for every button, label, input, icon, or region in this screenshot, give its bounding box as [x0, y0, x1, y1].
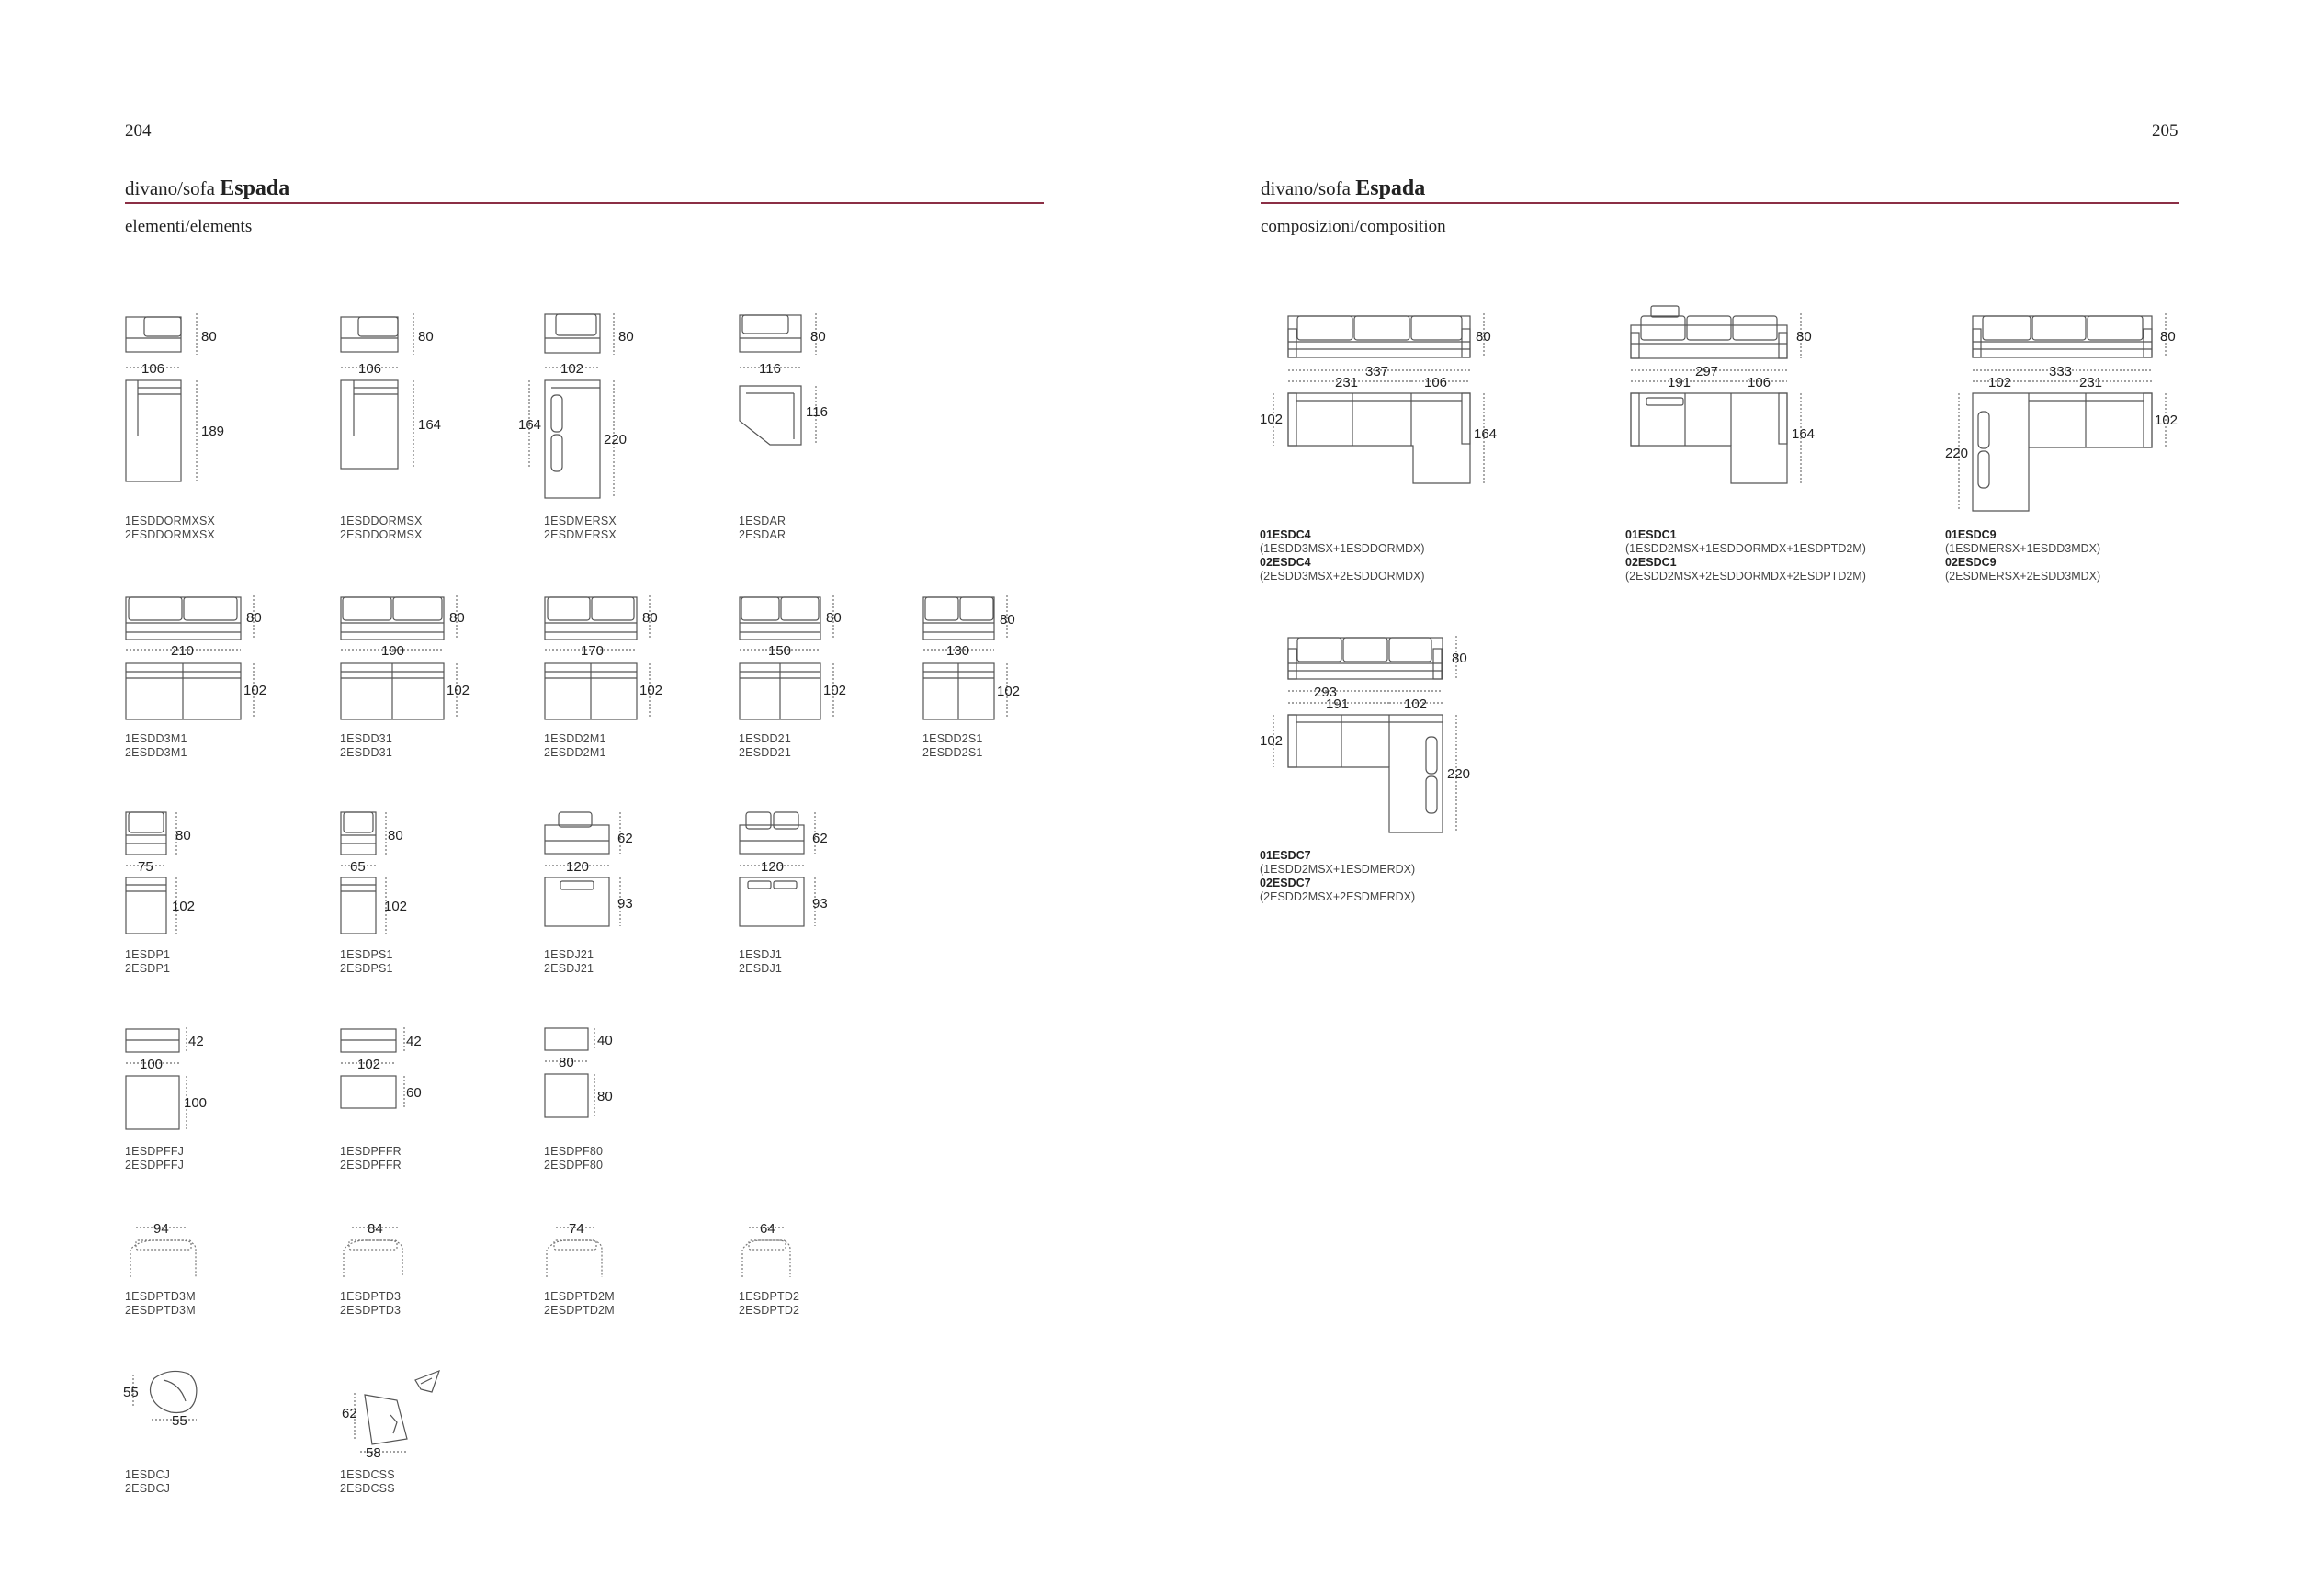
element-codes: 1ESDD2S1 2ESDD2S1	[922, 732, 983, 759]
dim-label: 102	[1404, 696, 1428, 712]
element-codes: 1ESDD21 2ESDD21	[739, 732, 791, 759]
element-codes: 1ESDP1 2ESDP1	[125, 948, 171, 975]
dim-label: 80	[449, 610, 465, 626]
dim-label: 102	[357, 1057, 381, 1072]
dim-label: 102	[172, 899, 196, 914]
dim-label: 106	[1748, 375, 1771, 391]
dim-label: 80	[559, 1055, 574, 1070]
dim-label: 62	[342, 1406, 357, 1421]
dim-label: 210	[171, 643, 195, 659]
section-subtitle-left: elementi/elements	[125, 217, 253, 236]
dim-label: 102	[1988, 375, 2012, 391]
element-codes: 1ESDPF80 2ESDPF80	[544, 1145, 604, 1172]
dim-label: 189	[201, 424, 225, 439]
element-drawing-dmersx	[545, 314, 600, 498]
dim-label: 333	[2049, 364, 2073, 379]
dim-label: 164	[418, 417, 442, 433]
dim-label: 62	[812, 831, 828, 846]
dim-label: 42	[406, 1034, 422, 1049]
dim-label: 220	[1945, 446, 1969, 461]
dim-label: 102	[639, 683, 663, 698]
dim-label: 80	[1796, 329, 1812, 345]
dim-label: 80	[2160, 329, 2176, 345]
dim-label: 102	[823, 683, 847, 698]
page-number-left: 204	[125, 121, 152, 141]
dim-label: 75	[138, 859, 153, 875]
dim-label: 74	[569, 1221, 584, 1237]
element-drawing-cushion-dcj	[151, 1371, 197, 1412]
dim-label: 102	[1260, 412, 1284, 427]
dim-label: 164	[1792, 426, 1816, 442]
title-prefix: divano/sofa	[1261, 177, 1351, 199]
dim-label: 64	[760, 1221, 775, 1237]
element-drawing-dar	[740, 315, 801, 445]
element-codes: 1ESDJ21 2ESDJ21	[544, 948, 594, 975]
dim-label: 65	[350, 859, 366, 875]
dim-label: 80	[418, 329, 434, 345]
dim-label: 100	[140, 1057, 164, 1072]
dim-label: 297	[1695, 364, 1719, 379]
element-codes: 1ESDCSS 2ESDCSS	[340, 1468, 395, 1495]
composition-codes: 01ESDC7 (1ESDD2MSX+1ESDMERDX) 02ESDC7 (2ESDD2MSX+2ESDMERDX)	[1260, 849, 1416, 903]
composition-drawing-c9	[1973, 316, 2152, 511]
dim-label: 116	[759, 361, 781, 377]
title-name: Espada	[1355, 176, 1426, 200]
element-codes: 1ESDCJ 2ESDCJ	[125, 1468, 171, 1495]
dim-label: 80	[246, 610, 262, 626]
dim-label: 80	[826, 610, 842, 626]
dim-label: 231	[2079, 375, 2103, 391]
element-codes: 1ESDMERSX 2ESDMERSX	[544, 515, 617, 541]
dim-label: 116	[806, 404, 828, 420]
dim-label: 80	[810, 329, 826, 345]
dim-label: 84	[368, 1221, 383, 1237]
composition-codes: 01ESDC1 (1ESDD2MSX+1ESDDORMDX+1ESDPTD2M) 02ESDC1 (2ESDD2MSX+2ESDDORMDX+2ESDPTD2M)	[1625, 528, 1866, 583]
dim-label: 80	[1000, 612, 1015, 628]
dim-label: 40	[597, 1033, 613, 1048]
element-codes: 1ESDPTD2 2ESDPTD2	[739, 1290, 800, 1317]
title-prefix: divano/sofa	[125, 177, 215, 199]
dim-label: 102	[1260, 733, 1284, 749]
element-codes: 1ESDPFFJ 2ESDPFFJ	[125, 1145, 185, 1172]
dim-label: 80	[175, 828, 191, 843]
element-codes: 1ESDD3M1 2ESDD3M1	[125, 732, 187, 759]
composition-codes: 01ESDC9 (1ESDMERSX+1ESDD3MDX) 02ESDC9 (2ESDMERSX+2ESDD3MDX)	[1945, 528, 2101, 583]
dim-label: 80	[642, 610, 658, 626]
dim-label: 191	[1326, 696, 1350, 712]
dim-label: 102	[447, 683, 470, 698]
element-codes: 1ESDDORMSX 2ESDDORMSX	[340, 515, 423, 541]
dim-label: 100	[184, 1095, 208, 1111]
dim-label: 191	[1668, 375, 1692, 391]
composition-codes: 01ESDC4 (1ESDD3MSX+1ESDDORMDX) 02ESDC4 (2ESDD3MSX+2ESDDORMDX)	[1260, 528, 1425, 583]
dim-label: 102	[997, 684, 1021, 699]
element-codes: 1ESDPTD3M 2ESDPTD3M	[125, 1290, 196, 1317]
page-number-right: 205	[2152, 121, 2178, 141]
element-codes: 1ESDPFFR 2ESDPFFR	[340, 1145, 402, 1172]
dim-label: 106	[1424, 375, 1448, 391]
dim-label: 190	[381, 643, 405, 659]
section-subtitle-right: composizioni/composition	[1261, 217, 1446, 236]
element-drawing-dptd-row	[130, 1240, 790, 1277]
dim-label: 58	[366, 1445, 381, 1461]
element-drawing-cushion-dcss	[365, 1371, 439, 1444]
dim-label: 293	[1314, 685, 1338, 700]
dim-label: 80	[597, 1089, 613, 1104]
dim-label: 150	[768, 643, 792, 659]
dim-label: 93	[812, 896, 828, 911]
dim-label: 55	[123, 1385, 139, 1400]
dim-label: 120	[566, 859, 590, 875]
element-codes: 1ESDPTD3 2ESDPTD3	[340, 1290, 402, 1317]
dim-label: 102	[560, 361, 584, 377]
dim-label: 106	[358, 361, 382, 377]
dim-label: 170	[581, 643, 605, 659]
dim-label: 42	[188, 1034, 204, 1049]
dim-label: 102	[384, 899, 408, 914]
element-codes: 1ESDD31 2ESDD31	[340, 732, 392, 759]
dim-label: 80	[388, 828, 403, 843]
dim-label: 80	[1476, 329, 1491, 345]
dim-label: 130	[946, 643, 970, 659]
dim-label: 102	[2155, 413, 2178, 428]
composition-drawing-c1	[1631, 306, 1787, 483]
element-drawing-dpffj	[126, 1029, 179, 1129]
dim-label: 120	[761, 859, 785, 875]
dim-label: 220	[604, 432, 628, 447]
element-drawing-ddormsx	[341, 317, 398, 469]
composition-drawing-c7	[1288, 638, 1443, 832]
title-name: Espada	[220, 176, 290, 200]
element-drawing-dpf80	[545, 1028, 588, 1117]
dim-label: 60	[406, 1085, 422, 1101]
dim-label: 80	[618, 329, 634, 345]
element-drawing-ddormxsx	[126, 317, 181, 481]
dim-label: 94	[153, 1221, 169, 1237]
element-codes: 1ESDPTD2M 2ESDPTD2M	[544, 1290, 615, 1317]
element-codes: 1ESDPS1 2ESDPS1	[340, 948, 393, 975]
dim-label: 80	[201, 329, 217, 345]
dim-label: 164	[518, 417, 542, 433]
dim-label: 55	[172, 1413, 187, 1429]
dim-label: 337	[1365, 364, 1389, 379]
dim-label: 102	[243, 683, 267, 698]
dim-label: 220	[1447, 766, 1471, 782]
element-codes: 1ESDAR 2ESDAR	[739, 515, 786, 541]
dim-label: 231	[1335, 375, 1359, 391]
dim-label: 164	[1474, 426, 1498, 442]
composition-drawing-c4	[1288, 316, 1470, 483]
element-codes: 1ESDJ1 2ESDJ1	[739, 948, 783, 975]
element-codes: 1ESDDORMXSX 2ESDDORMXSX	[125, 515, 216, 541]
dim-label: 62	[617, 831, 633, 846]
element-codes: 1ESDD2M1 2ESDD2M1	[544, 732, 606, 759]
dim-label: 80	[1452, 651, 1467, 666]
dim-label: 106	[141, 361, 165, 377]
dim-label: 93	[617, 896, 633, 911]
